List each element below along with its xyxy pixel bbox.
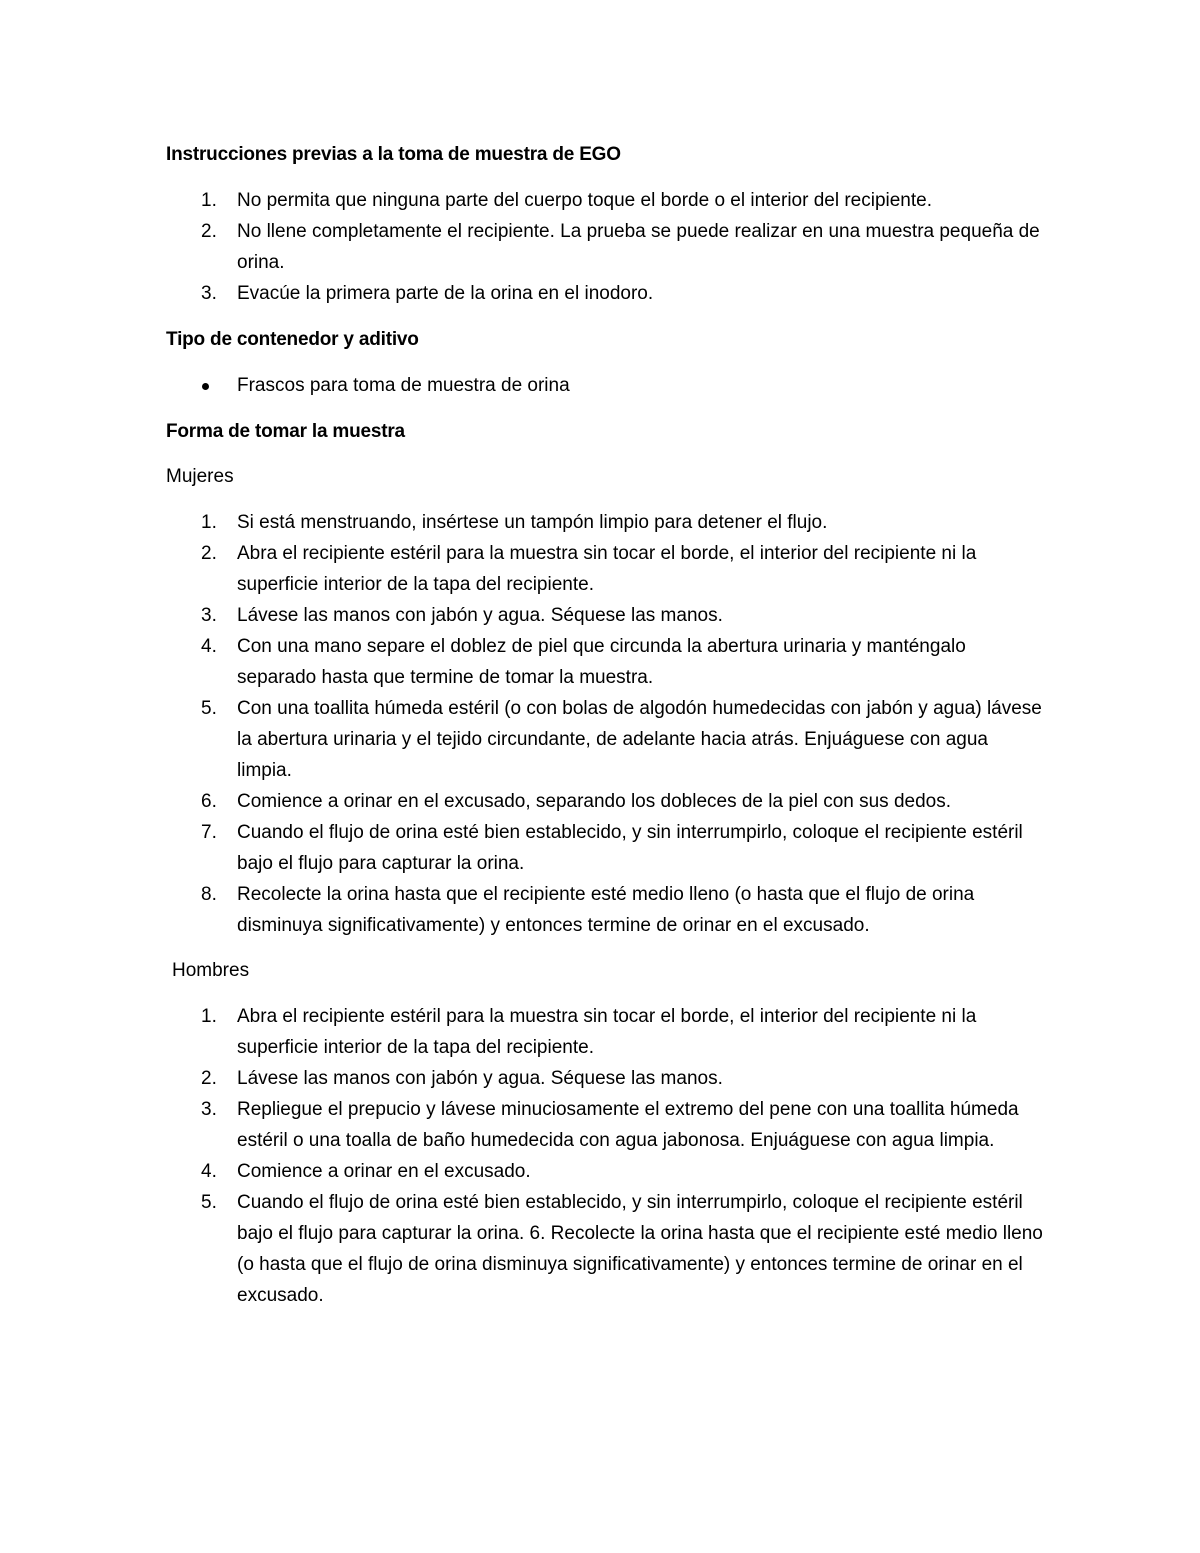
list-item: 2. Lávese las manos con jabón y agua. Séquese las manos. <box>201 1068 723 1089</box>
list-item: 1. Abra el recipiente estéril para la muestra sin tocar el borde, el interior del recipiente ni la superficie interior de la tapa del recipiente. <box>201 1006 977 1058</box>
list-item: 1. Si está menstruando, insértese un tampón limpio para detener el flujo. <box>201 512 828 533</box>
women-steps-list <box>166 507 1046 941</box>
section-title-instructions: Instrucciones previas a la toma de muestra de EGO <box>166 144 621 165</box>
list-item: 4. Comience a orinar en el excusado. <box>201 1161 531 1182</box>
document-content <box>166 140 1046 1311</box>
subheading-women: Mujeres <box>166 466 234 487</box>
list-item: 3. Lávese las manos con jabón y agua. Séquese las manos. <box>201 605 723 626</box>
list-item: 7. Cuando el flujo de orina esté bien establecido, y sin interrumpirlo, coloque el recipiente estéril bajo el flujo para capturar la orina. <box>201 822 1023 874</box>
container-list <box>166 370 1046 401</box>
instructions-list <box>166 185 1046 309</box>
list-item: 2. No llene completamente el recipiente. La prueba se puede realizar en una muestra pequeña de orina. <box>201 221 1040 273</box>
list-item: 1. No permita que ninguna parte del cuerpo toque el borde o el interior del recipiente. <box>201 190 933 211</box>
list-item: 8. Recolecte la orina hasta que el recipiente esté medio lleno (o hasta que el flujo de orina disminuya significativamente) y entonces termine de orinar en el excusado. <box>201 884 975 936</box>
list-item: 4. Con una mano separe el doblez de piel que circunda la abertura urinaria y manténgalo separado hasta que termine de tomar la muestra. <box>201 636 966 688</box>
list-item: 3. Repliegue el prepucio y lávese minuciosamente el extremo del pene con una toallita húmeda estéril o una toalla de baño humedecida con agua jabonosa. Enjuáguese con agua limpia. <box>201 1099 1019 1151</box>
list-item: 6. Comience a orinar en el excusado, separando los dobleces de la piel con sus dedos. <box>201 791 952 812</box>
subheading-men: Hombres <box>172 960 250 981</box>
list-item: Frascos para toma de muestra de orina <box>166 370 1046 401</box>
list-item: 3. Evacúe la primera parte de la orina en el inodoro. <box>201 283 654 304</box>
section-title-sampling: Forma de tomar la muestra <box>166 421 405 442</box>
men-steps-list <box>166 1001 1046 1311</box>
bullet-icon <box>202 383 209 390</box>
list-item: 5. Con una toallita húmeda estéril (o con bolas de algodón humedecidas con jabón y agua) lávese la abertura urinaria y el tejido circundante, de adelante hacia atrás. Enjuáguese con agua limpia. <box>201 698 1042 781</box>
list-item: 5. Cuando el flujo de orina esté bien establecido, y sin interrumpirlo, coloque el recipiente estéril bajo el flujo para capturar la orina. 6. Recolecte la orina hasta que el recipiente esté medio lleno (o hasta que el flujo de orina disminuya significativamente) y entonces termine de orinar en el excusado. <box>201 1192 1043 1306</box>
section-title-container: Tipo de contenedor y aditivo <box>166 329 419 350</box>
list-item: 2. Abra el recipiente estéril para la muestra sin tocar el borde, el interior del recipiente ni la superficie interior de la tapa del recipiente. <box>201 543 977 595</box>
